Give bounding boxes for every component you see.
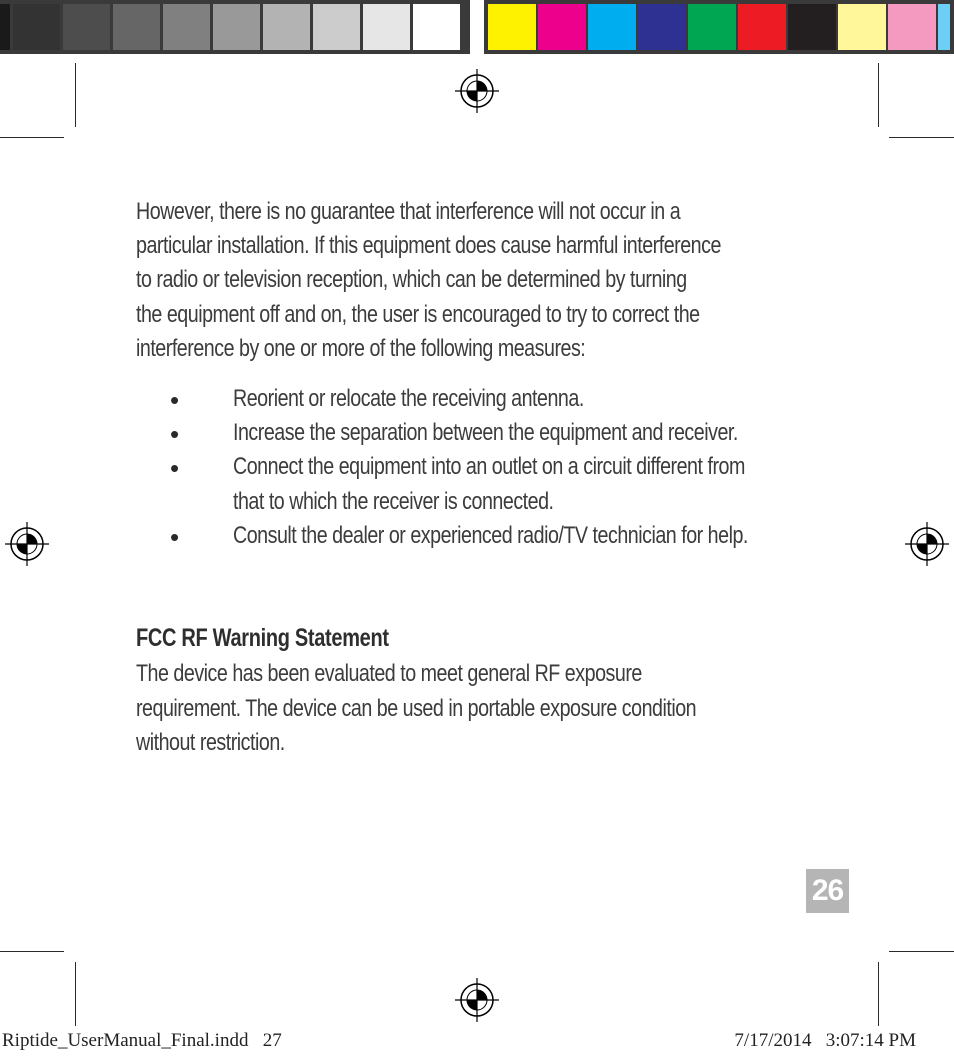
intro-line: to radio or television reception, which can be determined by turning — [136, 266, 687, 293]
crop-mark-bottom-right-horizontal — [889, 951, 954, 952]
list-item: Consult the dealer or experienced radio/TV technician for help. — [233, 522, 748, 549]
color-swatch — [788, 4, 836, 50]
color-swatch — [588, 4, 636, 50]
bullet-icon: • — [170, 522, 180, 552]
registration-mark-icon — [455, 69, 499, 113]
bullet-icon: • — [170, 453, 180, 483]
gray-swatch — [13, 4, 60, 50]
bullet-icon: • — [170, 385, 180, 415]
list-item: Connect the equipment into an outlet on a circuit different from — [233, 453, 745, 480]
slug-file-name: Riptide_UserManual_Final.indd 27 — [2, 1030, 282, 1051]
crop-mark-bottom-left-horizontal — [0, 951, 64, 952]
gray-swatch — [213, 4, 260, 50]
crop-mark-top-left-vertical — [75, 63, 76, 127]
registration-mark-icon — [5, 522, 49, 566]
intro-line: the equipment off and on, the user is encouraged to try to correct the — [136, 301, 700, 328]
intro-line: interference by one or more of the following measures: — [136, 335, 586, 362]
gray-swatch — [163, 4, 210, 50]
color-swatch — [888, 4, 936, 50]
registration-mark-icon — [455, 978, 499, 1022]
rf-warning-line: The device has been evaluated to meet general RF exposure — [136, 660, 642, 687]
gray-swatch — [0, 4, 10, 50]
color-swatch — [538, 4, 586, 50]
slug-timestamp: 7/17/2014 3:07:14 PM — [734, 1030, 916, 1051]
crop-mark-top-right-vertical — [878, 63, 879, 127]
rf-warning-line: without restriction. — [136, 729, 285, 756]
color-swatch — [638, 4, 686, 50]
color-swatch — [688, 4, 736, 50]
list-item-continuation: that to which the receiver is connected. — [233, 488, 554, 515]
list-item: Increase the separation between the equipment and receiver. — [233, 419, 738, 446]
gray-swatch — [263, 4, 310, 50]
registration-mark-icon — [905, 522, 949, 566]
color-swatch — [938, 4, 950, 50]
process-color-bar — [484, 0, 954, 54]
gray-swatch — [113, 4, 160, 50]
list-item: Reorient or relocate the receiving antenna. — [233, 385, 584, 412]
crop-mark-top-right-horizontal — [889, 137, 954, 138]
bullet-icon: • — [170, 419, 180, 449]
gray-swatch — [313, 4, 360, 50]
color-swatch — [488, 4, 536, 50]
gray-swatch — [363, 4, 410, 50]
gray-swatch — [413, 4, 460, 50]
grayscale-color-bar — [0, 0, 470, 54]
crop-mark-bottom-left-vertical — [75, 962, 76, 1026]
crop-mark-top-left-horizontal — [0, 137, 64, 138]
rf-warning-line: requirement. The device can be used in portable exposure condition — [136, 695, 697, 722]
color-swatch — [738, 4, 786, 50]
page-number-badge: 26 — [806, 869, 849, 913]
gray-swatch — [63, 4, 110, 50]
intro-line: However, there is no guarantee that interference will not occur in a — [136, 198, 681, 225]
intro-line: particular installation. If this equipment does cause harmful interference — [136, 232, 721, 259]
color-swatch — [838, 4, 886, 50]
rf-warning-heading: FCC RF Warning Statement — [136, 624, 389, 652]
crop-mark-bottom-right-vertical — [878, 962, 879, 1026]
